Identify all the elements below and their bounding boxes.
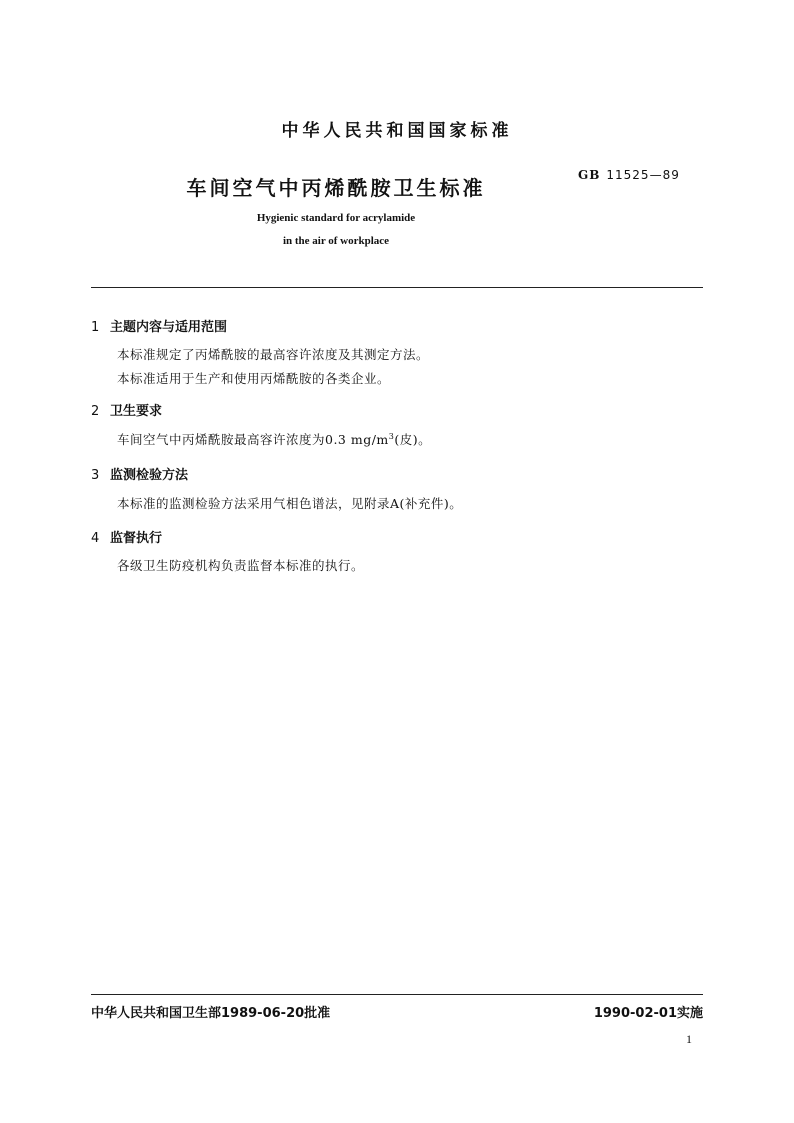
- section-4-heading: [91, 527, 162, 546]
- section-1-paragraph-1: 本标准规定了丙烯酰胺的最高容许浓度及其测定方法。: [117, 347, 430, 362]
- section-number: 4: [91, 531, 100, 546]
- standard-code-prefix: GB: [578, 168, 601, 182]
- english-title-line-2: in the air of workplace: [282, 235, 390, 247]
- section-4-paragraph: 各级卫生防疫机构负责监督本标准的执行。: [117, 558, 365, 573]
- section-3-heading: [91, 464, 188, 483]
- section-number: 1: [91, 320, 100, 335]
- header-divider: [91, 287, 703, 288]
- unit-exponent: 3: [388, 431, 395, 441]
- standard-code: [578, 168, 680, 182]
- section-number: 3: [91, 468, 100, 483]
- page-number: 1: [686, 1032, 692, 1046]
- standard-code-number: 11525—89: [606, 168, 680, 182]
- approval-line: 中华人民共和国卫生部1989-06-20批准: [91, 1006, 331, 1021]
- footer-divider: [91, 994, 703, 995]
- section-title: 监测检验方法: [110, 468, 189, 483]
- english-title-line-1: Hygienic standard for acrylamide: [256, 212, 416, 224]
- effective-date: 1990-02-01实施: [593, 1006, 703, 1021]
- section-2-paragraph: [117, 430, 431, 448]
- paragraph-text: 车间空气中丙烯酰胺最高容许浓度为0.3 mg/m: [117, 432, 389, 447]
- section-title: 监督执行: [110, 531, 163, 546]
- section-title: 卫生要求: [110, 404, 163, 419]
- document-title: 车间空气中丙烯酰胺卫生标准: [186, 176, 486, 200]
- section-1-paragraph-2: 本标准适用于生产和使用丙烯酰胺的各类企业。: [117, 371, 391, 386]
- national-standard-heading: 中华人民共和国国家标准: [281, 121, 513, 141]
- paragraph-tail: (皮)。: [394, 432, 432, 447]
- section-3-paragraph: 本标准的监测检验方法采用气相色谱法，见附录A(补充件)。: [117, 496, 463, 511]
- section-title: 主题内容与适用范围: [110, 320, 228, 335]
- section-1-heading: [91, 316, 227, 335]
- section-2-heading: [91, 400, 162, 419]
- section-number: 2: [91, 404, 100, 419]
